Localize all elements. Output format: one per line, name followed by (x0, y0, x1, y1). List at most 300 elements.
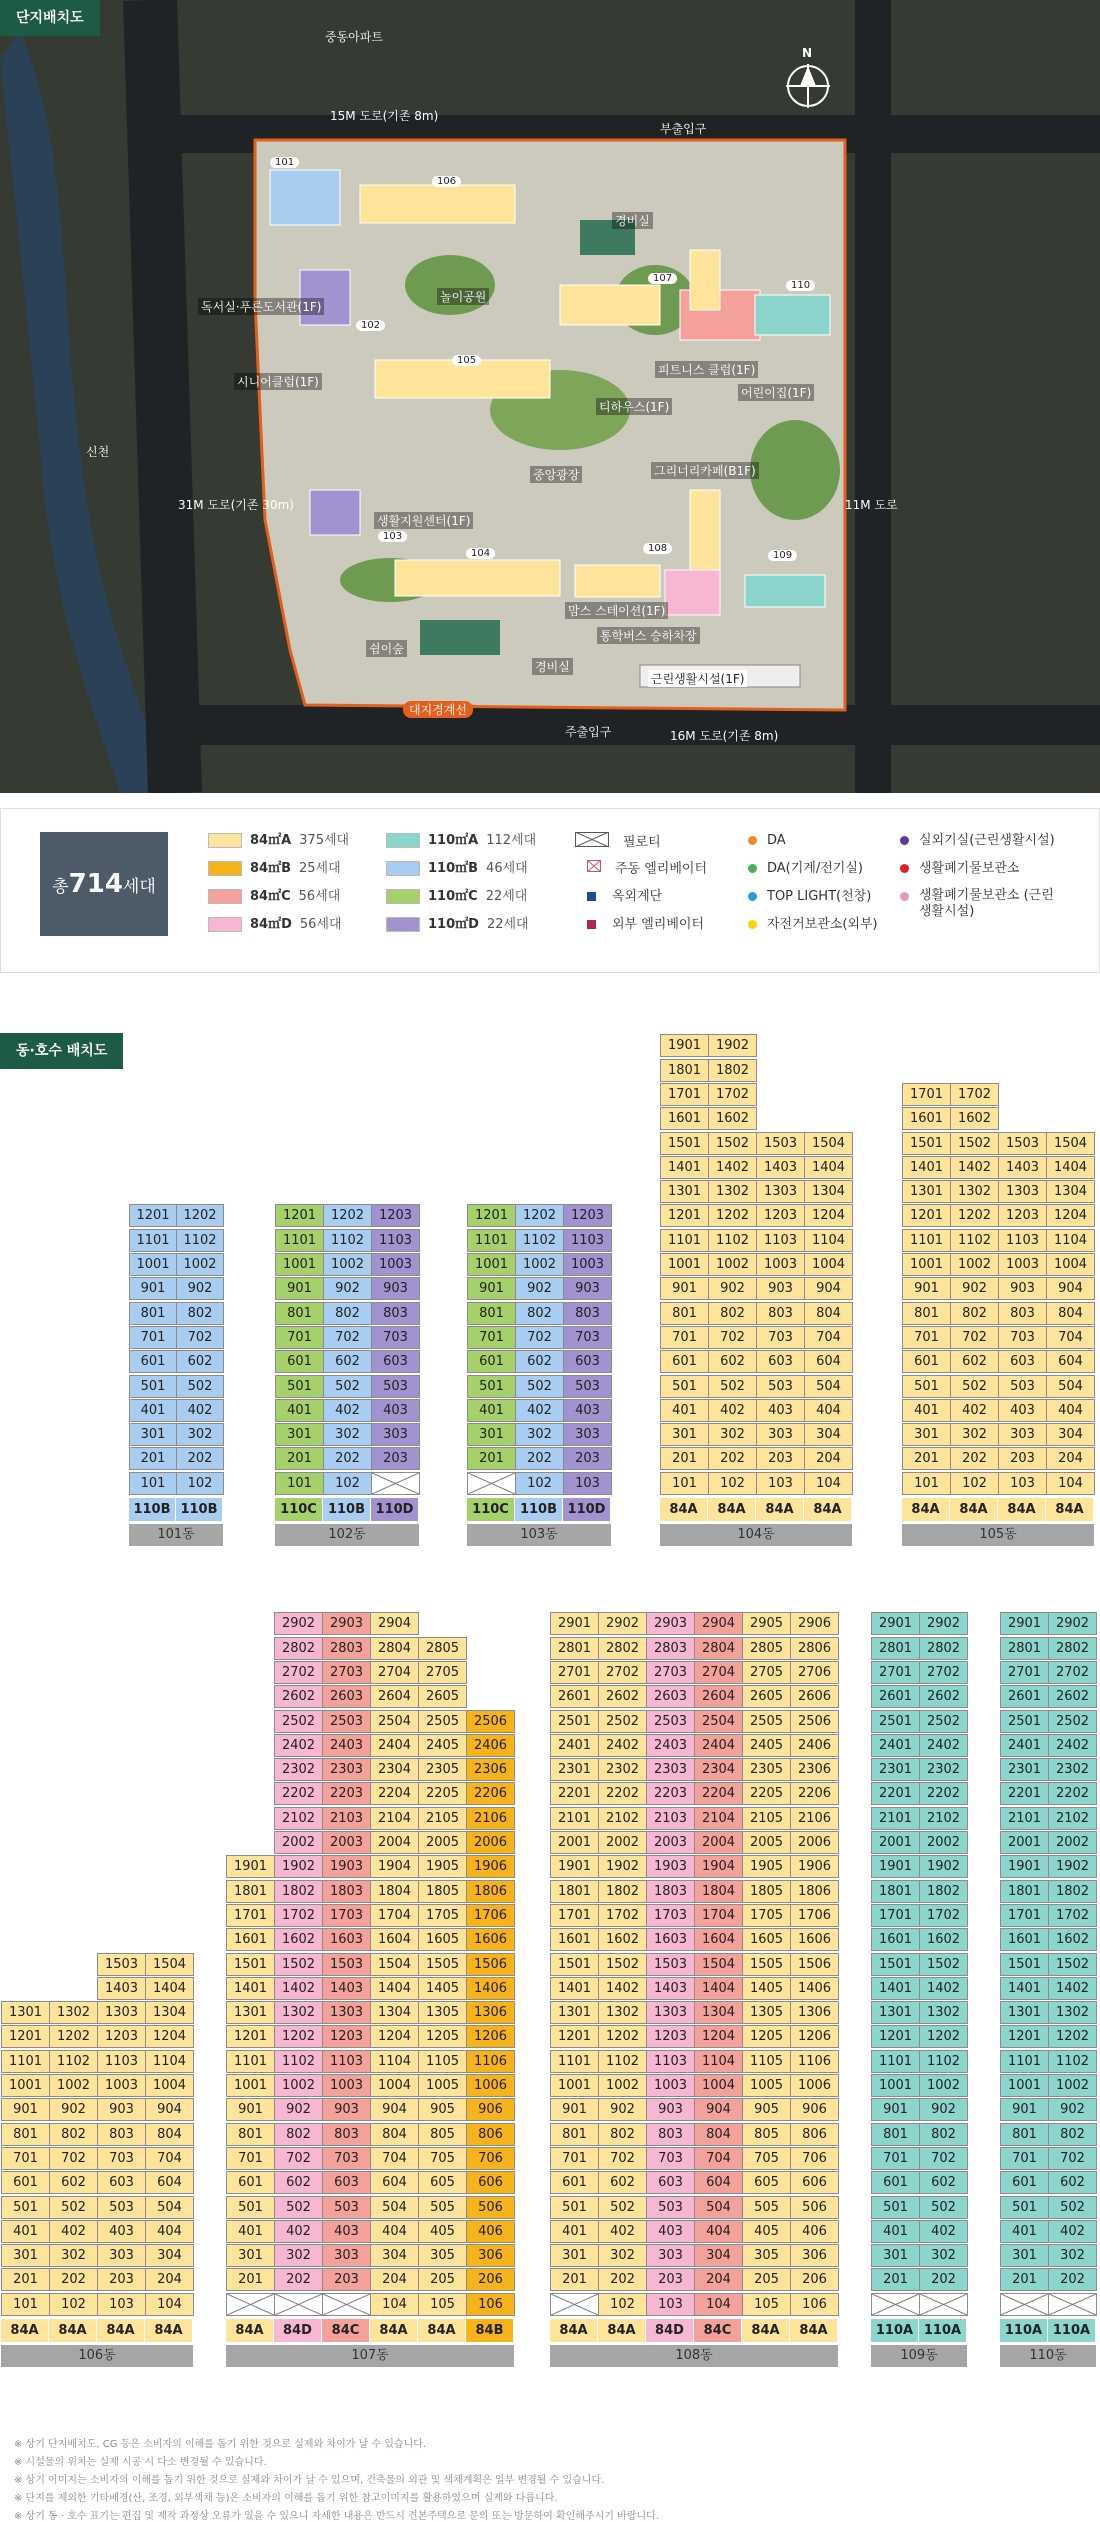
unit-cell: 2403 (646, 1734, 695, 1757)
unit-cell: 1702 (950, 1083, 999, 1106)
unit-cell: 1602 (919, 1928, 968, 1951)
unit-cell: 104 (1046, 1472, 1095, 1495)
unit-cell: 2201 (1000, 1782, 1049, 1805)
unit-cell: 701 (660, 1326, 709, 1349)
unit-cell: 1102 (515, 1229, 564, 1252)
unit-cell: 1401 (660, 1156, 709, 1179)
unit-cell: 301 (129, 1423, 177, 1446)
unit-type-label: 84A (598, 2319, 645, 2342)
legend-type-2 (208, 888, 340, 906)
unit-cell: 1603 (322, 1928, 371, 1951)
pilotis-cell (322, 2293, 371, 2316)
facility-senior-club: 시니어클럽(1F) (234, 373, 322, 390)
legend-symbol-3 (575, 916, 704, 934)
legend-type-5 (386, 860, 528, 878)
unit-cell: 2602 (919, 1685, 968, 1708)
unit-cell: 606 (790, 2171, 839, 2194)
unit-cell: 304 (694, 2244, 743, 2267)
unit-cell: 2105 (742, 1807, 791, 1830)
unit-type-label: 84C (322, 2319, 369, 2342)
unit-cell: 705 (418, 2147, 467, 2170)
unit-cell: 203 (97, 2268, 146, 2291)
unit-cell: 1603 (646, 1928, 695, 1951)
unit-cell: 1203 (371, 1204, 420, 1227)
unit-cell: 204 (370, 2268, 419, 2291)
unit-cell: 502 (176, 1375, 224, 1398)
unit-cell: 901 (1, 2098, 50, 2121)
unit-cell: 703 (97, 2147, 146, 2170)
road-left-label: 31M 도로(기존 30m) (178, 498, 294, 512)
unit-cell: 1701 (226, 1904, 275, 1927)
unit-cell: 2803 (646, 1637, 695, 1660)
unit-cell: 101 (129, 1472, 177, 1495)
unit-cell: 1001 (275, 1253, 324, 1276)
pilotis-cell (467, 1472, 516, 1495)
unit-cell: 2202 (1048, 1782, 1097, 1805)
unit-cell: 401 (550, 2220, 599, 2243)
unit-cell: 1406 (790, 1977, 839, 2000)
unit-cell: 1701 (902, 1083, 951, 1106)
unit-cell: 201 (660, 1447, 709, 1470)
unit-cell: 702 (49, 2147, 98, 2170)
unit-cell: 801 (902, 1302, 951, 1325)
unit-cell: 201 (226, 2268, 275, 2291)
building-label: 104동 (660, 1524, 852, 1546)
unit-cell: 402 (49, 2220, 98, 2243)
unit-cell: 2701 (550, 1661, 599, 1684)
unit-type-label: 110B (323, 1498, 370, 1521)
unit-cell: 1805 (418, 1880, 467, 1903)
unit-cell: 602 (274, 2171, 323, 2194)
unit-cell: 2202 (598, 1782, 647, 1805)
unit-cell: 1004 (370, 2074, 419, 2097)
unit-cell: 104 (370, 2293, 419, 2316)
unit-cell: 901 (467, 1277, 516, 1300)
unit-type-label: 110A (1048, 2319, 1095, 2342)
unit-cell: 1702 (708, 1083, 757, 1106)
unit-cell: 303 (322, 2244, 371, 2267)
unit-cell: 2704 (694, 1661, 743, 1684)
unit-type-label: 84A (950, 1498, 997, 1521)
unit-cell: 1404 (694, 1977, 743, 2000)
unit-cell: 301 (1, 2244, 50, 2267)
main-entrance-label: 주출입구 (565, 725, 612, 739)
unit-cell: 102 (950, 1472, 999, 1495)
unit-cell: 1003 (322, 2074, 371, 2097)
unit-cell: 1504 (145, 1953, 194, 1976)
unit-cell: 402 (515, 1399, 564, 1422)
unit-cell: 602 (708, 1350, 757, 1373)
unit-cell: 2902 (274, 1612, 323, 1635)
unit-cell: 1105 (418, 2050, 467, 2073)
unit-cell: 1802 (708, 1059, 757, 1082)
unit-cell: 806 (790, 2123, 839, 2146)
unit-type-label: 84A (49, 2319, 96, 2342)
unit-cell: 403 (756, 1399, 805, 1422)
facility-rest-forest: 쉼이숲 (366, 640, 407, 657)
unit-cell: 1102 (274, 2050, 323, 2073)
unit-cell: 2106 (790, 1807, 839, 1830)
unit-cell: 902 (919, 2098, 968, 2121)
unit-cell: 1604 (694, 1928, 743, 1951)
unit-cell: 401 (1, 2220, 50, 2243)
unit-type-label: 84D (646, 2319, 693, 2342)
unit-cell: 502 (950, 1375, 999, 1398)
unit-cell: 2502 (598, 1710, 647, 1733)
unit-cell: 1503 (646, 1953, 695, 1976)
unit-cell: 2101 (550, 1807, 599, 1830)
unit-cell: 2705 (742, 1661, 791, 1684)
unit-cell: 803 (322, 2123, 371, 2146)
unit-cell: 2702 (1048, 1661, 1097, 1684)
unit-cell: 1903 (646, 1855, 695, 1878)
unit-type-label: 84A (226, 2319, 273, 2342)
unit-cell: 103 (97, 2293, 146, 2316)
unit-cell: 2201 (550, 1782, 599, 1805)
unit-cell: 1404 (145, 1977, 194, 2000)
unit-cell: 401 (871, 2220, 920, 2243)
facility-reading-room: 독서실·푸른도서관(1F) (198, 298, 324, 315)
unit-cell: 2402 (598, 1734, 647, 1757)
unit-cell: 901 (550, 2098, 599, 2121)
building-104-label: 104 (466, 548, 495, 559)
unit-type-label: 110A (1000, 2319, 1047, 2342)
unit-cell: 201 (275, 1447, 324, 1470)
unit-cell: 401 (226, 2220, 275, 2243)
building-103-label: 103 (378, 531, 407, 542)
unit-cell: 1302 (950, 1180, 999, 1203)
unit-cell: 2802 (1048, 1637, 1097, 1660)
unit-cell: 501 (1, 2196, 50, 2219)
unit-cell: 901 (1000, 2098, 1049, 2121)
unit-cell: 2102 (598, 1807, 647, 1830)
unit-cell: 1106 (466, 2050, 515, 2073)
unit-cell: 2405 (418, 1734, 467, 1757)
unit-cell: 1002 (598, 2074, 647, 2097)
unit-cell: 1501 (550, 1953, 599, 1976)
unit-cell: 702 (919, 2147, 968, 2170)
unit-cell: 502 (919, 2196, 968, 2219)
unit-cell: 2701 (1000, 1661, 1049, 1684)
legend-symbol-0 (575, 832, 661, 850)
building-101-label: 101 (270, 157, 299, 168)
unit-cell: 901 (871, 2098, 920, 2121)
unit-cell: 1401 (226, 1977, 275, 2000)
marker-dot-icon (748, 920, 757, 929)
road-right-label: 11M 도로 (845, 498, 898, 512)
facility-daycare: 어린이집(1F) (738, 384, 814, 401)
unit-cell: 1903 (322, 1855, 371, 1878)
unit-cell: 2301 (1000, 1758, 1049, 1781)
unit-cell: 1502 (919, 1953, 968, 1976)
unit-cell: 702 (323, 1326, 372, 1349)
unit-cell: 301 (902, 1423, 951, 1446)
unit-cell: 903 (756, 1277, 805, 1300)
unit-cell: 402 (950, 1399, 999, 1422)
legend-type-4 (386, 832, 536, 850)
unit-cell: 1905 (742, 1855, 791, 1878)
unit-type-label: 84A (998, 1498, 1045, 1521)
unit-cell: 201 (129, 1447, 177, 1470)
unit-cell: 1001 (902, 1253, 951, 1276)
unit-cell: 2802 (598, 1637, 647, 1660)
unit-cell: 404 (804, 1399, 853, 1422)
unit-cell: 301 (550, 2244, 599, 2267)
unit-cell: 1702 (919, 1904, 968, 1927)
unit-cell: 1201 (902, 1204, 951, 1227)
unit-cell: 1102 (176, 1229, 224, 1252)
unit-cell: 306 (790, 2244, 839, 2267)
legend-swatch (208, 889, 242, 904)
unit-cell: 1701 (660, 1083, 709, 1106)
unit-cell: 2805 (418, 1637, 467, 1660)
compass-north-label: N (802, 46, 813, 60)
unit-cell: 2302 (919, 1758, 968, 1781)
unit-cell: 1201 (871, 2025, 920, 2048)
building-label: 107동 (226, 2345, 514, 2367)
unit-cell: 2502 (274, 1710, 323, 1733)
unit-cell: 2202 (919, 1782, 968, 1805)
unit-type-label: 84A (708, 1498, 755, 1521)
unit-type-label: 84A (550, 2319, 597, 2342)
unit-cell: 2303 (322, 1758, 371, 1781)
legend-symbol-label: 외부 엘리베이터 (612, 917, 705, 932)
unit-cell: 1502 (950, 1132, 999, 1155)
unit-cell: 1404 (804, 1156, 853, 1179)
legend-swatch (208, 833, 242, 848)
unit-cell: 805 (418, 2123, 467, 2146)
unit-cell: 901 (660, 1277, 709, 1300)
unit-cell: 103 (998, 1472, 1047, 1495)
legend-type-count: 375세대 (299, 833, 350, 848)
unit-cell: 2905 (742, 1612, 791, 1635)
unit-cell: 702 (950, 1326, 999, 1349)
unit-cell: 301 (467, 1423, 516, 1446)
unit-cell: 2703 (646, 1661, 695, 1684)
unit-cell: 2601 (871, 1685, 920, 1708)
unit-cell: 1501 (871, 1953, 920, 1976)
unit-cell: 804 (694, 2123, 743, 2146)
unit-cell: 1001 (871, 2074, 920, 2097)
unit-cell: 1202 (1048, 2025, 1097, 2048)
unit-cell: 404 (1046, 1399, 1095, 1422)
unit-cell: 304 (370, 2244, 419, 2267)
unit-cell: 1901 (550, 1855, 599, 1878)
unit-cell: 906 (790, 2098, 839, 2121)
unit-cell: 1701 (1000, 1904, 1049, 1927)
unit-cell: 701 (129, 1326, 177, 1349)
unit-cell: 1606 (790, 1928, 839, 1951)
unit-cell: 602 (1048, 2171, 1097, 2194)
unit-cell: 1001 (660, 1253, 709, 1276)
unit-cell: 1202 (323, 1204, 372, 1227)
unit-cell: 1005 (418, 2074, 467, 2097)
unit-cell: 1902 (1048, 1855, 1097, 1878)
legend-marker-label: 생활폐기물보관소 (근린생활시설) (919, 888, 1054, 919)
facility-teahouse: 티하우스(1F) (596, 398, 672, 415)
unit-cell: 1001 (129, 1253, 177, 1276)
unit-cell: 402 (919, 2220, 968, 2243)
unit-cell: 203 (646, 2268, 695, 2291)
unit-cell: 1201 (550, 2025, 599, 2048)
unit-cell: 102 (598, 2293, 647, 2316)
unit-cell: 1702 (274, 1904, 323, 1927)
unit-cell: 1201 (467, 1204, 516, 1227)
unit-cell: 1306 (466, 2001, 515, 2024)
legend-marker-label: DA (767, 833, 786, 848)
unit-cell: 1403 (646, 1977, 695, 2000)
unit-cell: 601 (275, 1350, 324, 1373)
unit-cell: 501 (129, 1375, 177, 1398)
unit-cell: 1003 (646, 2074, 695, 2097)
unit-cell: 2002 (274, 1831, 323, 1854)
unit-cell: 1405 (742, 1977, 791, 2000)
legend-type-3 (208, 916, 342, 934)
road-top-label: 15M 도로(기존 8m) (330, 109, 439, 123)
unit-cell: 901 (226, 2098, 275, 2121)
unit-cell: 1906 (466, 1855, 515, 1878)
unit-cell: 2903 (646, 1612, 695, 1635)
unit-cell: 904 (694, 2098, 743, 2121)
unit-cell: 404 (694, 2220, 743, 2243)
unit-cell: 802 (598, 2123, 647, 2146)
unit-cell: 1506 (466, 1953, 515, 1976)
unit-cell: 1902 (708, 1034, 757, 1057)
unit-cell: 1503 (998, 1132, 1047, 1155)
unit-cell: 1501 (226, 1953, 275, 1976)
unit-cell: 201 (467, 1447, 516, 1470)
unit-cell: 2303 (646, 1758, 695, 1781)
pilotis-cell (226, 2293, 275, 2316)
unit-cell: 2605 (742, 1685, 791, 1708)
unit-cell: 2003 (322, 1831, 371, 1854)
unit-cell: 2206 (790, 1782, 839, 1805)
unit-cell: 1102 (950, 1229, 999, 1252)
unit-cell: 902 (323, 1277, 372, 1300)
unit-cell: 603 (646, 2171, 695, 2194)
unit-cell: 803 (756, 1302, 805, 1325)
unit-cell: 1105 (742, 2050, 791, 2073)
units-section-tag: 동·호수 배치도 (0, 1033, 123, 1069)
unit-cell: 1101 (902, 1229, 951, 1252)
unit-cell: 602 (176, 1350, 224, 1373)
unit-cell: 1806 (466, 1880, 515, 1903)
unit-cell: 1205 (418, 2025, 467, 2048)
unit-cell: 702 (598, 2147, 647, 2170)
unit-cell: 1503 (322, 1953, 371, 1976)
unit-cell: 301 (275, 1423, 324, 1446)
unit-cell: 504 (694, 2196, 743, 2219)
unit-cell: 502 (274, 2196, 323, 2219)
unit-cell: 803 (646, 2123, 695, 2146)
unit-type-label: 84A (804, 1498, 851, 1521)
unit-cell: 2002 (598, 1831, 647, 1854)
unit-cell: 1005 (742, 2074, 791, 2097)
building-label: 101동 (129, 1524, 223, 1546)
unit-cell: 1301 (871, 2001, 920, 2024)
unit-cell: 2305 (742, 1758, 791, 1781)
unit-cell: 101 (275, 1472, 324, 1495)
unit-cell: 1204 (1046, 1204, 1095, 1227)
legend-type-0 (208, 832, 349, 850)
unit-cell: 2105 (418, 1807, 467, 1830)
unit-cell: 302 (598, 2244, 647, 2267)
site-plan-map (0, 0, 1100, 793)
unit-cell: 501 (226, 2196, 275, 2219)
building-102-label: 102 (356, 320, 385, 331)
unit-cell: 1501 (902, 1132, 951, 1155)
unit-cell: 2405 (742, 1734, 791, 1757)
unit-cell: 501 (467, 1375, 516, 1398)
unit-cell: 1802 (1048, 1880, 1097, 1903)
unit-cell: 403 (563, 1399, 612, 1422)
unit-cell: 1306 (790, 2001, 839, 2024)
unit-cell: 601 (129, 1350, 177, 1373)
unit-cell: 503 (371, 1375, 420, 1398)
unit-cell: 1702 (598, 1904, 647, 1927)
legend-type-count: 22세대 (485, 889, 528, 904)
unit-cell: 2502 (919, 1710, 968, 1733)
unit-cell: 1704 (694, 1904, 743, 1927)
unit-cell: 103 (563, 1472, 612, 1495)
unit-cell: 2205 (418, 1782, 467, 1805)
unit-cell: 1006 (466, 2074, 515, 2097)
unit-cell: 703 (371, 1326, 420, 1349)
unit-type-label: 84A (742, 2319, 789, 2342)
unit-cell: 2904 (694, 1612, 743, 1635)
unit-cell: 303 (97, 2244, 146, 2267)
road-bottom (150, 705, 1100, 745)
unit-cell: 1704 (370, 1904, 419, 1927)
facility-school-bus: 통학버스 승하차장 (597, 627, 700, 644)
legend-type-7 (386, 916, 529, 934)
legend-symbol-1 (575, 860, 707, 878)
unit-cell: 1001 (467, 1253, 516, 1276)
pilotis-cell (1048, 2293, 1097, 2316)
unit-cell: 2602 (598, 1685, 647, 1708)
unit-cell: 801 (660, 1302, 709, 1325)
unit-cell: 2404 (694, 1734, 743, 1757)
unit-type-label: 110C (467, 1498, 514, 1521)
legend-marker-2 (748, 888, 871, 906)
unit-cell: 506 (466, 2196, 515, 2219)
marker-dot-icon (748, 892, 757, 901)
unit-cell: 501 (871, 2196, 920, 2219)
unit-cell: 1404 (1046, 1156, 1095, 1179)
unit-cell: 1001 (1, 2074, 50, 2097)
marker-dot-icon (900, 892, 909, 901)
unit-cell: 1101 (129, 1229, 177, 1252)
unit-cell: 2206 (466, 1782, 515, 1805)
legend-type-name: 110㎡D (428, 917, 479, 932)
unit-cell: 1101 (467, 1229, 516, 1252)
pilotis-cell (274, 2293, 323, 2316)
unit-cell: 1302 (49, 2001, 98, 2024)
road-right (855, 0, 891, 793)
unit-cell: 1602 (950, 1107, 999, 1130)
unit-type-label: 84A (790, 2319, 837, 2342)
unit-cell: 2904 (370, 1612, 419, 1635)
unit-cell: 1304 (145, 2001, 194, 2024)
unit-cell: 2902 (919, 1612, 968, 1635)
unit-cell: 1305 (742, 2001, 791, 2024)
building-110-label: 110 (786, 280, 815, 291)
unit-cell: 1401 (902, 1156, 951, 1179)
unit-cell: 1402 (598, 1977, 647, 2000)
unit-cell: 902 (708, 1277, 757, 1300)
unit-cell: 803 (998, 1302, 1047, 1325)
legend-swatch (208, 861, 242, 876)
